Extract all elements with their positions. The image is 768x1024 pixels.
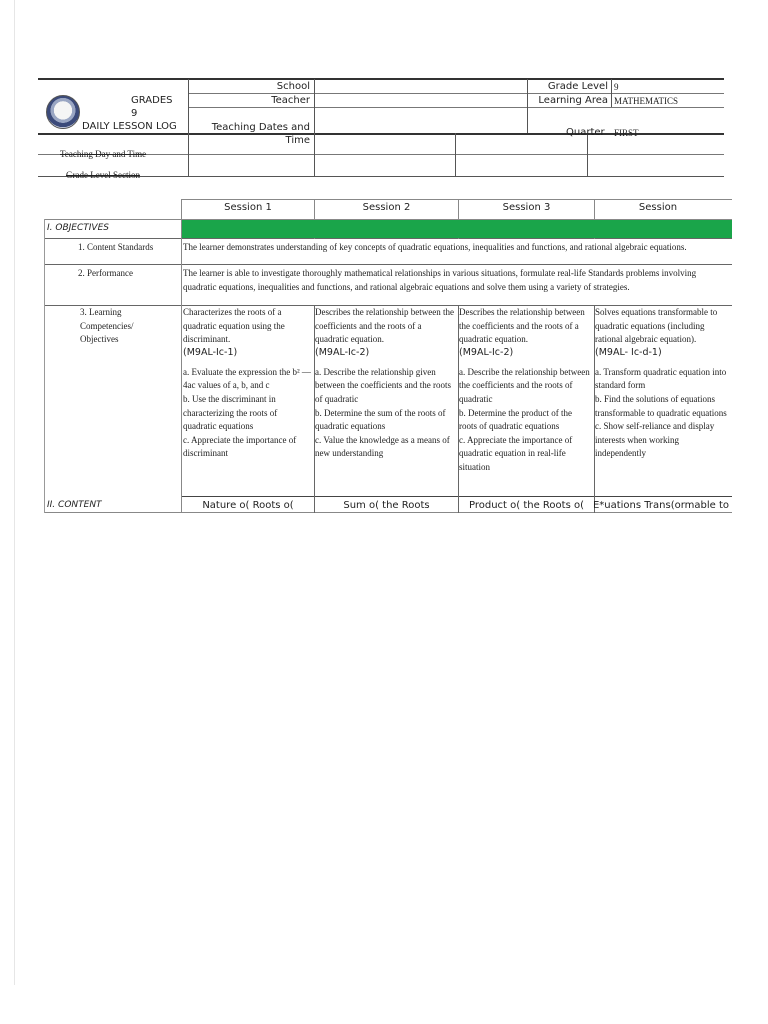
learning-area-label: Learning Area — [538, 95, 608, 106]
session-1-header: Session 1 — [224, 202, 272, 213]
competency-3-code: (M9AL-Ic-2) — [459, 346, 514, 358]
page-edge — [14, 0, 15, 985]
deped-seal-logo — [46, 95, 80, 129]
competency-1-intro: Characterizes the roots of a quadratic equation using the discriminant. — [183, 307, 285, 345]
competency-2-intro: Describes the relationship between the coefficients and the roots of a quadratic equation. — [315, 307, 454, 345]
session-3-header: Session 3 — [502, 202, 551, 213]
competency-3-items: a. Describe the relationship between the coefficients and the roots of quadratic b. Determine the product of the roots of quadratic equations c. Appreciate the importance of quadratic equation in real-life situation — [459, 366, 590, 472]
grade-level-value: 9 — [614, 82, 619, 92]
competency-2-code: (M9AL-Ic-2) — [315, 346, 370, 358]
content-standards-label: 1. Content Standards — [78, 242, 154, 252]
grade-level-label: Grade Level — [547, 81, 608, 92]
competency-3-intro: Describes the relationship between the coefficients and the roots of a quadratic equation. — [459, 307, 585, 345]
teacher-label: Teacher — [271, 95, 310, 106]
school-label: School — [276, 81, 310, 92]
quarter-value: FIRST — [614, 128, 639, 138]
quarter-label: Quarter — [566, 127, 605, 138]
content-session-3: Product o( the Roots o( — [469, 500, 584, 511]
competency-1-items: a. Evaluate the expression the b² — 4ac values of a, b, and c b. Use the discriminant in characterizing the roots of quadratic equations c. Appreciate the importance of discriminant — [183, 366, 311, 459]
session-2-header: Session 2 — [362, 202, 411, 213]
competency-4-intro: Solves equations transformable to quadratic equations (including rational algebraic equation). — [595, 307, 718, 345]
content-session-1: Nature o( Roots o( — [202, 500, 294, 511]
grades-label: GRADES — [131, 95, 173, 106]
content-session-2: Sum o( the Roots — [343, 500, 430, 511]
competency-session-1 — [183, 306, 312, 461]
objectives-heading: I. OBJECTIVES — [47, 223, 109, 233]
competency-session-3 — [459, 306, 592, 475]
competency-session-2 — [315, 306, 456, 461]
content-heading: II. CONTENT — [47, 500, 102, 510]
performance-label: 2. Performance — [78, 268, 133, 278]
objectives-highlight-bar — [182, 220, 732, 238]
performance-text: The learner is able to investigate thoroughly mathematical relationships in various situations, formulate real-life Standards problems involving quadratic equations, inequalities and functions, and rational algebraic equations and solve them using a variety of strategies. — [183, 268, 697, 292]
competencies-label: 3. Learning Competencies/ Objectives — [80, 307, 134, 345]
teaching-day-label: Teaching Day and Time — [60, 149, 147, 159]
competency-4-items: a. Transform quadratic equation into standard form b. Find the solutions of equations transformable to quadratic equations c. Show self-reliance and display interests when working independently — [595, 366, 727, 459]
session-4-header: Session — [638, 202, 678, 213]
log-title: DAILY LESSON LOG — [82, 121, 177, 132]
learning-area-value: MATHEMATICS — [614, 96, 679, 106]
competency-1-code: (M9AL-Ic-1) — [183, 346, 238, 358]
competency-2-items: a. Describe the relationship given between the coefficients and the roots of quadratic b. Determine the sum of the roots of quadratic equations c. Value the knowledge as a means of new understanding — [315, 366, 452, 459]
competency-4-code: (M9AL- Ic-d-1) — [595, 346, 662, 358]
grade-section-label: Grade Level Section — [66, 170, 140, 180]
competency-session-4 — [595, 306, 729, 461]
content-standards-text: The learner demonstrates understanding of key concepts of quadratic equations, inequalities and functions, and rational algebraic equations. — [183, 242, 687, 252]
grade-number: 9 — [131, 108, 138, 119]
teaching-dates-label: Teaching Dates and Time — [211, 122, 310, 146]
content-session-4: E*uations Trans(ormable to — [592, 500, 730, 511]
